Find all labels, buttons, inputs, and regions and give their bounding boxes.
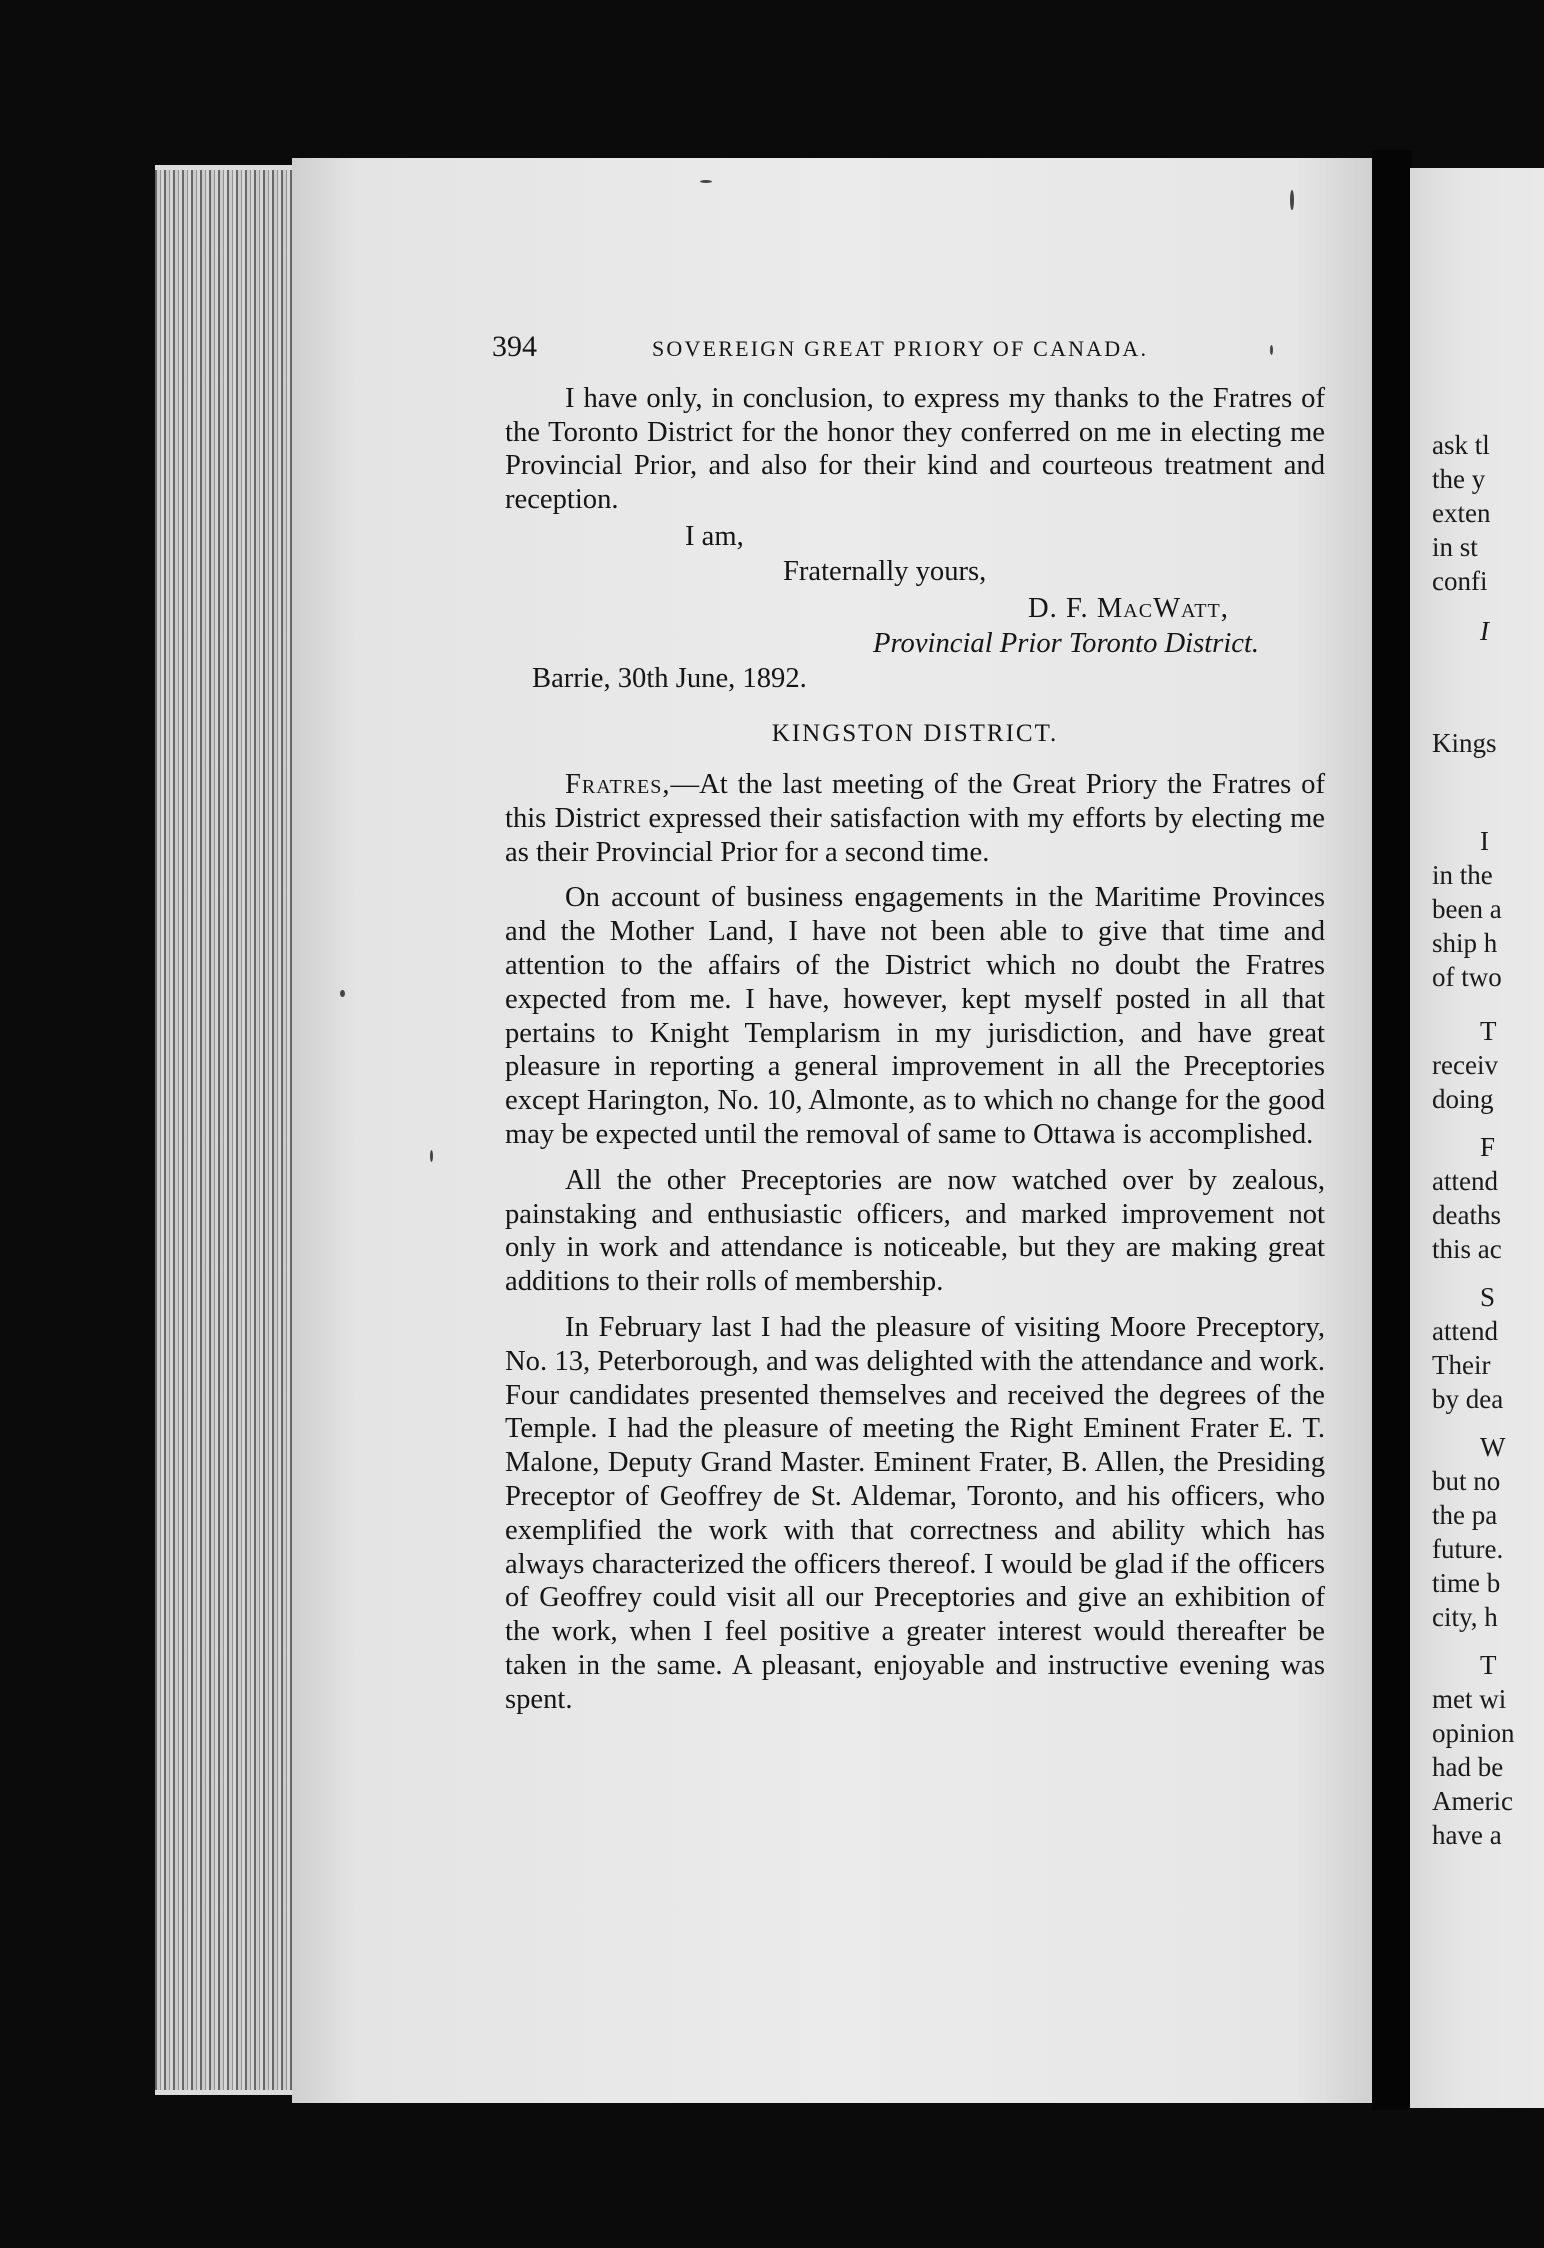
facing-line: have a — [1432, 1820, 1502, 1850]
facing-line: T — [1480, 1016, 1497, 1046]
signatory-title: Provincial Prior Toronto District. — [873, 628, 1260, 659]
kingston-paragraph-4: In February last I had the pleasure of visiting Moore Preceptory, No. 13, Peterborough, and was delighted with the attendance and work. Four candidates presented themselves and received the degrees of the Temple. I had the pleasure of meeting the Right Eminent Frater E. T. Malone, Deputy Grand Master. Eminent Frater, B. Allen, the Presiding Preceptor of Geoffrey de St. Aldemar, Toronto, and his officers, who exemplified the work with that correctness and ability which has always characterized the officers thereof. I would be glad if the officers of Geoffrey could visit all our Preceptories and give an exhibition of the work, when I feel positive a greater interest would thereafter be taken in the same. A pleasant, enjoyable and instructive evening was spent. — [505, 1311, 1325, 1715]
closing-paragraph: I have only, in conclusion, to express my thanks to the Fratres of the Toronto District for the honor they conferred on me in electing me Provincial Prior, and also for their kind and courteous treatment and reception. — [505, 383, 1325, 515]
facing-line: by dea — [1432, 1384, 1504, 1414]
facing-line: this ac — [1432, 1234, 1502, 1264]
facing-line: ship h — [1432, 928, 1498, 958]
facing-line: I — [1480, 826, 1489, 856]
facing-line: doing — [1432, 1084, 1494, 1114]
running-title: SOVEREIGN GREAT PRIORY OF CANADA. — [652, 336, 1149, 361]
facing-line: F — [1480, 1132, 1496, 1162]
facing-page — [1410, 168, 1544, 2108]
paragraph-1-text: —At the last meeting of the Great Priory the Fratres of this District expressed their satisfaction with my efforts by electing me as their Provincial Prior for a second time. — [505, 769, 1325, 868]
page-number: 394 — [492, 330, 537, 363]
facing-line: attend — [1432, 1316, 1498, 1346]
facing-line: T — [1480, 1650, 1497, 1680]
facing-line: Americ — [1432, 1786, 1513, 1816]
facing-line: deaths — [1432, 1200, 1501, 1230]
facing-line: confi — [1432, 566, 1488, 596]
kingston-paragraph-2: On account of business engagements in the Maritime Provinces and the Mother Land, I have not been able to give that time and attention to the affairs of the District which no doubt the Fratres expected from me. I have, however, kept myself posted in all that pertains to Knight Templarism in my jurisdiction, and have great pleasure in reporting a general improvement in all the Preceptories except Harington, No. 10, Almonte, as to which no change for the good may be expected until the removal of same to Ottawa is accomplished. — [505, 882, 1325, 1150]
salutation-i-am: I am, — [685, 521, 744, 552]
scan-speck — [430, 1150, 433, 1162]
kingston-report — [505, 768, 1325, 1729]
facing-line: Kings — [1432, 728, 1497, 758]
page-edges — [155, 170, 295, 2090]
facing-line: time b — [1432, 1568, 1501, 1598]
kingston-paragraph-1 — [505, 768, 1325, 869]
toronto-closing-paragraph — [505, 382, 1325, 516]
facing-line: I — [1480, 616, 1489, 646]
facing-line: of two — [1432, 962, 1502, 992]
facing-line: future. — [1432, 1534, 1504, 1564]
facing-line: been a — [1432, 894, 1502, 924]
facing-line: exten — [1432, 498, 1491, 528]
facing-line: city, h — [1432, 1602, 1498, 1632]
facing-line: Their — [1432, 1350, 1491, 1380]
kingston-paragraph-3: All the other Preceptories are now watched over by zealous, painstaking and enthusiastic officers, and marked improvement not only in work and attendance is noticeable, but they are making great additions to their rolls of membership. — [505, 1164, 1325, 1298]
facing-line: the pa — [1432, 1500, 1498, 1530]
facing-line: receiv — [1432, 1050, 1498, 1080]
facing-line: in st — [1432, 532, 1478, 562]
lead-word: Fratres, — [565, 769, 671, 800]
facing-line: had be — [1432, 1752, 1504, 1782]
scan-speck — [1270, 345, 1273, 355]
book-gutter — [1372, 150, 1412, 2110]
facing-line: but no — [1432, 1466, 1501, 1496]
facing-line: W — [1480, 1432, 1506, 1462]
facing-line: opinion — [1432, 1718, 1515, 1748]
scan-speck — [340, 990, 345, 997]
fraternally-yours: Fraternally yours, — [783, 556, 987, 587]
running-header — [492, 330, 1322, 370]
facing-line: in the — [1432, 860, 1493, 890]
signatory-name: D. F. MacWatt, — [1028, 593, 1229, 624]
facing-line: met wi — [1432, 1684, 1507, 1714]
facing-line: attend — [1432, 1166, 1498, 1196]
facing-line: S — [1480, 1282, 1496, 1312]
place-and-date: Barrie, 30th June, 1892. — [532, 663, 807, 694]
scan-speck — [1290, 190, 1294, 210]
facing-line: ask tl — [1432, 430, 1490, 460]
facing-line: the y — [1432, 464, 1486, 494]
kingston-heading: KINGSTON DISTRICT. — [771, 720, 1059, 747]
scan-speck — [700, 180, 712, 183]
